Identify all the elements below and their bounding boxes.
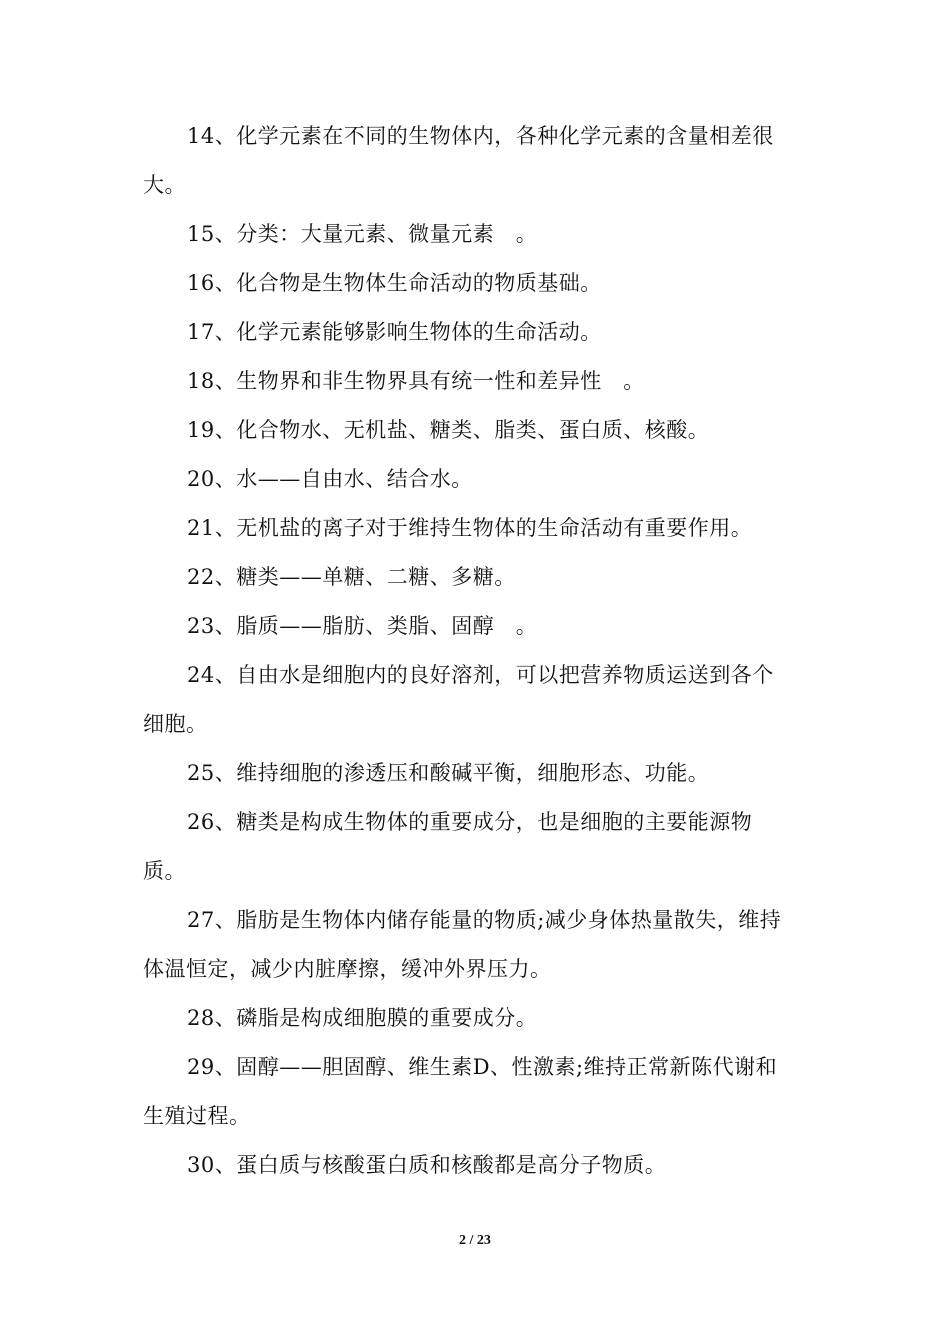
paragraph-24: 24、自由水是细胞内的良好溶剂，可以把营养物质运送到各个细胞。 bbox=[143, 663, 774, 736]
paragraph-23: 23、脂质——脂肪、类脂、固醇 。 bbox=[187, 614, 538, 638]
paragraph-29: 29、固醇——胆固醇、维生素D、性激素;维持正常新陈代谢和生殖过程。 bbox=[143, 1055, 778, 1128]
paragraph-18: 18、生物界和非生物界具有统一性和差异性 。 bbox=[187, 369, 645, 393]
paragraph-17: 17、化学元素能够影响生物体的生命活动。 bbox=[187, 320, 602, 344]
page-number: 2 / 23 bbox=[459, 1233, 491, 1248]
paragraph-22: 22、糖类——单糖、二糖、多糖。 bbox=[187, 565, 516, 589]
document-body bbox=[143, 112, 793, 1190]
paragraph-30: 30、蛋白质与核酸蛋白质和核酸都是高分子物质。 bbox=[187, 1153, 667, 1177]
paragraph-25: 25、维持细胞的渗透压和酸碱平衡，细胞形态、功能。 bbox=[187, 761, 710, 785]
paragraph-14: 14、化学元素在不同的生物体内，各种化学元素的含量相差很大。 bbox=[143, 124, 774, 197]
paragraph-21: 21、无机盐的离子对于维持生物体的生命活动有重要作用。 bbox=[187, 516, 753, 540]
paragraph-20: 20、水——自由水、结合水。 bbox=[187, 467, 473, 491]
paragraph-26: 26、糖类是构成生物体的重要成分，也是细胞的主要能源物质。 bbox=[143, 810, 753, 883]
paragraph-15: 15、分类：大量元素、微量元素 。 bbox=[187, 222, 538, 246]
paragraph-16: 16、化合物是生物体生命活动的物质基础。 bbox=[187, 271, 602, 295]
paragraph-19: 19、化合物水、无机盐、糖类、脂类、蛋白质、核酸。 bbox=[187, 418, 710, 442]
paragraph-27: 27、脂肪是生物体内储存能量的物质;减少身体热量散失，维持体温恒定，减少内脏摩擦，缓冲外界压力。 bbox=[143, 908, 782, 981]
paragraph-28: 28、磷脂是构成细胞膜的重要成分。 bbox=[187, 1006, 538, 1030]
